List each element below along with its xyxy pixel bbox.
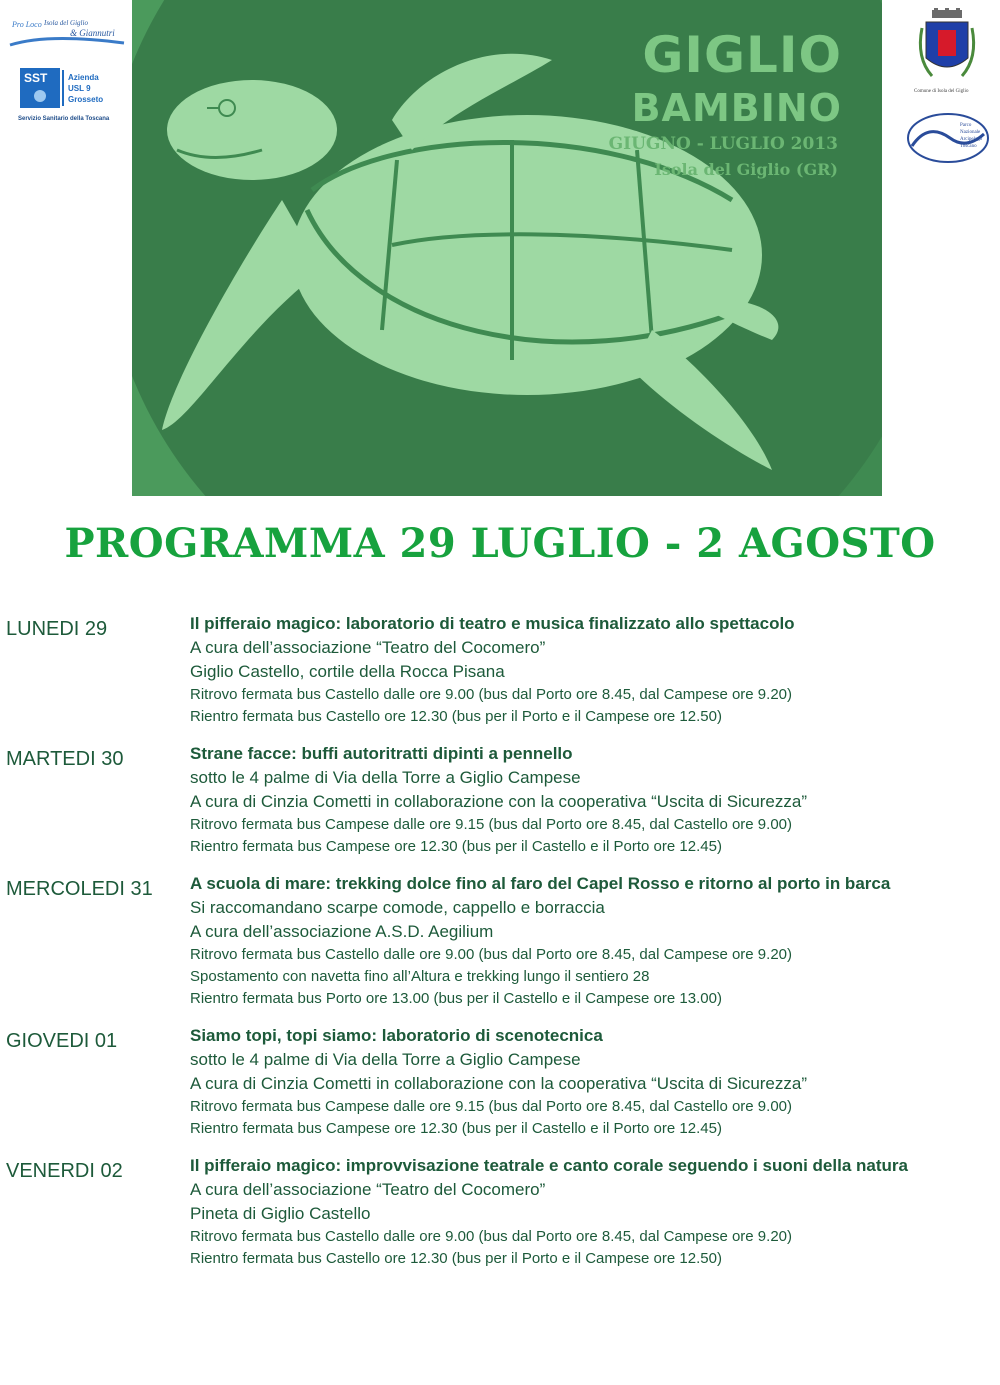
event-details: [190, 1024, 1000, 1140]
event-day: MARTEDI 30: [6, 748, 124, 770]
event-title: Il pifferaio magico: improvvisazione teatrale e canto corale seguendo i suoni della natura: [190, 1156, 908, 1175]
event-item: [0, 872, 1000, 1010]
event-schedule: Ritrovo fermata bus Castello dalle ore 9.00 (bus dal Porto ore 8.45, dal Campese ore 9.20): [190, 1228, 792, 1245]
event-line: sotto le 4 palme di Via della Torre a Giglio Campese: [190, 768, 581, 787]
event-line: A cura dell’associazione “Teatro del Cocomero”: [190, 1180, 546, 1199]
event-schedule: Spostamento con navetta fino all’Altura e trekking lungo il sentiero 28: [190, 968, 650, 985]
event-schedule: Ritrovo fermata bus Campese dalle ore 9.15 (bus dal Porto ore 8.45, dal Castello ore 9.00): [190, 1098, 792, 1115]
parco-text-4: Toscano: [960, 144, 977, 149]
event-schedule: Rientro fermata bus Castello ore 12.30 (bus per il Porto e il Campese ore 12.50): [190, 708, 722, 725]
event-title: Siamo topi, topi siamo: laboratorio di scenotecnica: [190, 1026, 603, 1045]
proloco-text-1: Pro Loco: [12, 20, 42, 29]
event-item: [0, 1024, 1000, 1140]
event-line: sotto le 4 palme di Via della Torre a Giglio Campese: [190, 1050, 581, 1069]
event-line: Pineta di Giglio Castello: [190, 1204, 371, 1223]
event-details: [190, 612, 1000, 728]
parco-text-1: Parco: [960, 123, 972, 128]
hero-dates: GIUGNO - LUGLIO 2013: [608, 134, 838, 154]
event-day: LUNEDI 29: [6, 618, 108, 640]
program-title: PROGRAMMA 29 LUGLIO - 2 AGOSTO: [64, 520, 936, 567]
hero-place: Isola del Giglio (GR): [654, 160, 838, 179]
comune-crest-logo: [912, 8, 982, 96]
sst-caption: Servizio Sanitario della Toscana: [18, 116, 110, 122]
parco-text-2: Nazionale: [960, 130, 981, 135]
comune-caption: Comune di Isola del Giglio: [914, 89, 969, 94]
event-schedule: Ritrovo fermata bus Campese dalle ore 9.15 (bus dal Porto ore 8.45, dal Castello ore 9.00): [190, 816, 792, 833]
svg-text:SST: SST: [24, 71, 48, 85]
sst-text-2: USL 9: [68, 84, 91, 93]
event-schedule: Ritrovo fermata bus Castello dalle ore 9.00 (bus dal Porto ore 8.45, dal Campese ore 9.20): [190, 946, 792, 963]
parco-text-3: Arcipelago: [960, 137, 983, 142]
event-schedule: Ritrovo fermata bus Castello dalle ore 9.00 (bus dal Porto ore 8.45, dal Campese ore 9.20): [190, 686, 792, 703]
event-line: A cura dell’associazione “Teatro del Cocomero”: [190, 638, 546, 657]
parco-logo: [906, 112, 990, 164]
event-line: Si raccomandano scarpe comode, cappello e borraccia: [190, 898, 605, 917]
sst-logo: [18, 68, 110, 124]
event-schedule: Rientro fermata bus Castello ore 12.30 (bus per il Porto e il Campese ore 12.50): [190, 1250, 722, 1267]
event-item: [0, 612, 1000, 728]
event-item: [0, 1154, 1000, 1270]
event-line: A cura di Cinzia Cometti in collaborazione con la cooperativa “Uscita di Sicurezza”: [190, 792, 808, 811]
events-list: [0, 612, 1000, 1284]
event-details: [190, 1154, 1000, 1270]
event-line: A cura di Cinzia Cometti in collaborazione con la cooperativa “Uscita di Sicurezza”: [190, 1074, 808, 1093]
event-schedule: Rientro fermata bus Porto ore 13.00 (bus per il Castello e il Campese ore 13.00): [190, 990, 722, 1007]
hero-title-giglio: GIGLIO: [642, 26, 842, 84]
event-title: A scuola di mare: trekking dolce fino al faro del Capel Rosso e ritorno al porto in barca: [190, 874, 891, 893]
event-item: [0, 742, 1000, 858]
hero-title-bambino: BAMBINO: [631, 86, 842, 130]
event-line: Giglio Castello, cortile della Rocca Pisana: [190, 662, 505, 681]
event-schedule: Rientro fermata bus Campese ore 12.30 (bus per il Castello e il Porto ore 12.45): [190, 838, 722, 855]
hero-banner: [132, 0, 882, 496]
event-day: VENERDI 02: [6, 1160, 123, 1182]
proloco-text-2: Isola del Giglio: [44, 19, 88, 27]
event-day: GIOVEDI 01: [6, 1030, 118, 1052]
sst-text-3: Grosseto: [68, 95, 104, 104]
event-schedule: Rientro fermata bus Campese ore 12.30 (bus per il Castello e il Porto ore 12.45): [190, 1120, 722, 1137]
event-line: A cura dell’associazione A.S.D. Aegilium: [190, 922, 494, 941]
event-title: Strane facce: buffi autoritratti dipinti a pennello: [190, 744, 573, 763]
proloco-text-3: & Giannutri: [70, 28, 115, 38]
sst-text-1: Azienda: [68, 73, 99, 82]
event-title: Il pifferaio magico: laboratorio di teatro e musica finalizzato allo spettacolo: [190, 614, 795, 633]
event-details: [190, 872, 1000, 1010]
event-day: MERCOLEDI 31: [6, 878, 153, 900]
proloco-logo: [8, 15, 126, 51]
event-details: [190, 742, 1000, 858]
